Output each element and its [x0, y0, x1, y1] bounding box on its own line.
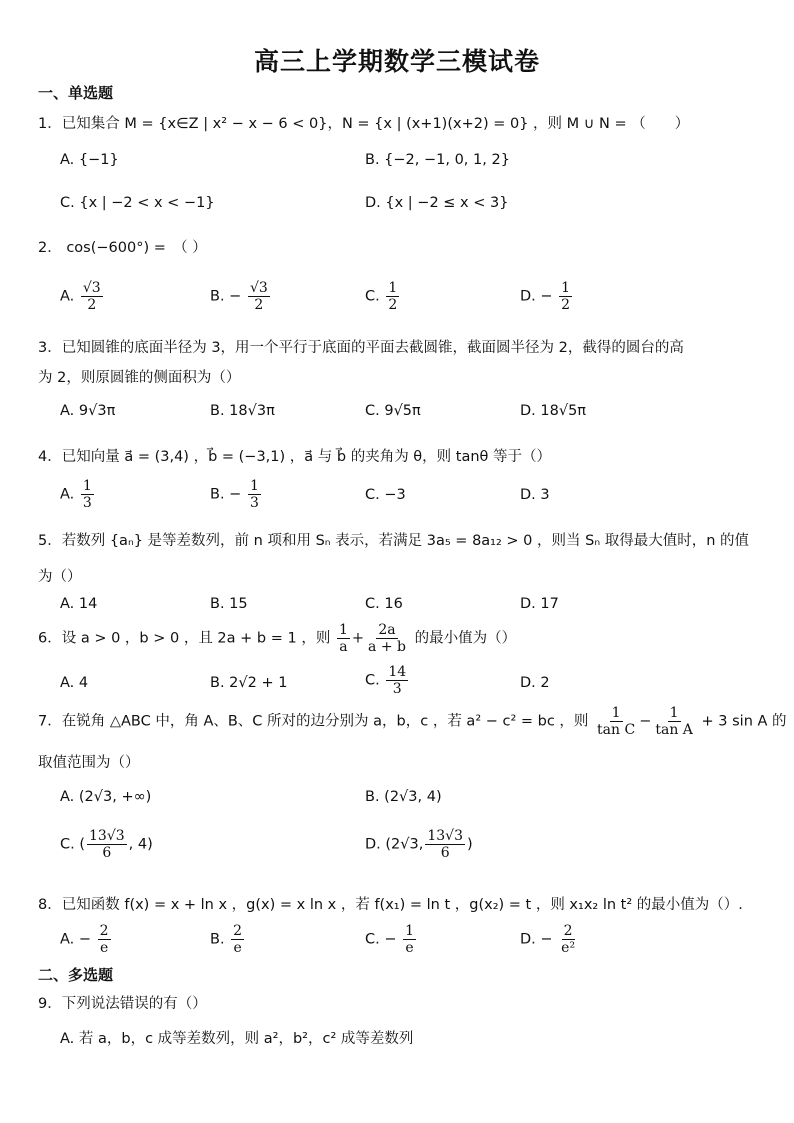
denominator: 3: [392, 681, 402, 698]
q9-option-a: A. 若 a，b，c 成等差数列，则 a²，b²，c² 成等差数列: [60, 1031, 414, 1047]
numerator: 1: [611, 705, 621, 721]
q5-option-a: A. 14: [60, 596, 98, 612]
q7-d-fraction: [425, 828, 465, 861]
section-multiple-choice: 二、多选题: [38, 966, 114, 984]
numerator: 1: [669, 705, 679, 721]
q7-fraction-2: [653, 705, 695, 738]
q2-b-label: B. −: [210, 288, 242, 305]
q1-option-a: A. {−1}: [60, 152, 119, 168]
denominator: e: [233, 940, 242, 957]
q6-option-b: B. 2√2 + 1: [210, 675, 288, 691]
q8-option-a: [60, 923, 113, 956]
denominator: e: [99, 940, 109, 957]
q2-c-fraction: [386, 280, 399, 313]
q6-text-pre: 6．设 a > 0 ，b > 0 ，且 2a + b = 1 ，则: [38, 630, 331, 647]
question-1: 1．已知集合 M = {x∈Z | x² − x − 6 < 0}，N = {x | (x+1)(x+2) = 0} ，则 M ∪ N = （ ）: [38, 116, 690, 132]
q7-c-label: C. (: [60, 836, 85, 853]
question-9: 9．下列说法错误的有（）: [38, 996, 207, 1012]
denominator: tan A: [655, 722, 693, 739]
question-3-line-2: 为 2，则原圆锥的侧面积为（）: [38, 370, 241, 386]
q2-b-fraction: [248, 280, 270, 313]
q2-d-label: D. −: [520, 288, 553, 305]
q7-text-post: + 3 sin A 的: [701, 713, 787, 730]
q8-option-b: [210, 923, 246, 956]
denominator: a + b: [368, 639, 406, 656]
question-5-line-1: 5．若数列 {aₙ} 是等差数列，前 n 项和用 Sₙ 表示，若满足 3a₅ = 8a₁₂ > 0 ，则当 Sₙ 取得最大值时，n 的值: [38, 533, 749, 549]
q7-minus: −: [639, 713, 652, 730]
numerator: 2a: [378, 622, 396, 638]
q6-plus: +: [351, 630, 365, 647]
q2-d-fraction: [559, 280, 572, 313]
q5-option-c: C. 16: [365, 596, 403, 612]
q8-c-fraction: [403, 923, 416, 956]
q4-option-a: [60, 478, 96, 511]
numerator: 2: [99, 923, 109, 939]
q1-option-d: D. {x | −2 ≤ x < 3}: [365, 195, 509, 211]
q6-fraction-2: [366, 622, 408, 655]
q2-c-label: C.: [365, 288, 380, 305]
q2-a-fraction: [81, 280, 103, 313]
q7-option-b: B. (2√3, 4): [365, 789, 442, 805]
q8-option-d: [520, 923, 579, 956]
numerator: 14: [388, 664, 407, 680]
q1-option-c: C. {x | −2 < x < −1}: [60, 195, 215, 211]
denominator: 6: [440, 845, 450, 862]
numerator: 1: [388, 280, 398, 296]
denominator: 2: [87, 297, 97, 314]
q8-d-fraction: [559, 923, 577, 956]
q7-fraction-1: [595, 705, 637, 738]
numerator: 1: [249, 478, 259, 494]
question-5-line-2: 为（）: [38, 569, 82, 585]
q7-d-label: D. (2√3,: [365, 836, 424, 853]
numerator: 13√3: [89, 828, 125, 844]
question-3-line-1: 3．已知圆锥的底面半径为 3，用一个平行于底面的平面去截圆锥，截面圆半径为 2，截得的圆台的高: [38, 340, 684, 356]
denominator: 2: [388, 297, 398, 314]
q5-option-d: D. 17: [520, 596, 559, 612]
denominator: 3: [249, 495, 259, 512]
page-title: 高三上学期数学三模试卷: [253, 47, 540, 76]
q3-option-d: D. 18√5π: [520, 403, 587, 419]
q4-b-fraction: [248, 478, 261, 511]
denominator: 6: [102, 845, 112, 862]
numerator: 1: [561, 280, 571, 296]
q2-option-a: [60, 280, 105, 313]
q8-a-label: A. −: [60, 931, 92, 948]
denominator: e²: [561, 940, 576, 957]
q7-c-fraction: [87, 828, 127, 861]
q8-a-fraction: [98, 923, 111, 956]
q4-option-c: C. −3: [365, 487, 406, 503]
q7-c-tail: , 4): [128, 836, 153, 853]
q4-a-fraction: [81, 478, 94, 511]
q6-c-label: C.: [365, 672, 380, 689]
q1-option-b: B. {−2, −1, 0, 1, 2}: [365, 152, 510, 168]
q8-b-label: B.: [210, 931, 225, 948]
q7-text-pre: 7．在锐角 △ABC 中，角 A、B、C 所对的边分别为 a，b，c ，若 a² − c² = bc ，则: [38, 713, 589, 730]
question-8: 8．已知函数 f(x) = x + ln x ，g(x) = x ln x ，若 f(x₁) = ln t ，g(x₂) = t ，则 x₁x₂ ln t² 的最小值为（）.: [38, 897, 743, 913]
q2-option-b: [210, 280, 272, 313]
q3-option-c: C. 9√5π: [365, 403, 421, 419]
q7-d-tail: ): [467, 836, 473, 853]
q8-option-c: [365, 923, 418, 956]
q6-option-d: D. 2: [520, 675, 550, 691]
numerator: √3: [249, 280, 268, 296]
q6-option-a: A. 4: [60, 675, 89, 691]
question-7-line-1: [38, 705, 787, 738]
denominator: 2: [254, 297, 264, 314]
q3-option-b: B. 18√3π: [210, 403, 275, 419]
q3-option-a: A. 9√3π: [60, 403, 116, 419]
numerator: 1: [82, 478, 92, 494]
numerator: 13√3: [427, 828, 463, 844]
numerator: 1: [338, 622, 348, 638]
q7-option-c: [60, 828, 153, 861]
q6-option-c: [365, 664, 410, 697]
q7-option-d: [365, 828, 473, 861]
q2-option-d: [520, 280, 574, 313]
q8-c-label: C. −: [365, 931, 397, 948]
numerator: 2: [563, 923, 573, 939]
denominator: tan C: [597, 722, 636, 739]
q4-option-b: [210, 478, 263, 511]
q8-b-fraction: [231, 923, 244, 956]
numerator: 2: [233, 923, 243, 939]
q6-text-post: 的最小值为（）: [414, 630, 517, 647]
q7-option-a: A. (2√3, +∞): [60, 789, 152, 805]
q5-option-b: B. 15: [210, 596, 248, 612]
denominator: e: [405, 940, 414, 957]
q6-c-fraction: [386, 664, 408, 697]
numerator: 1: [405, 923, 415, 939]
q4-option-d: D. 3: [520, 487, 550, 503]
q4-a-label: A.: [60, 486, 75, 503]
question-2: 2． cos(−600°) = （ ）: [38, 240, 207, 256]
question-4: 4．已知向量 a⃗ = (3,4) ，b⃗ = (−3,1) ，a⃗ 与 b⃗ 的夹角为 θ，则 tanθ 等于（）: [38, 449, 552, 465]
q2-a-label: A.: [60, 288, 75, 305]
q6-fraction-1: [337, 622, 350, 655]
question-6: [38, 622, 516, 655]
question-7-line-2: 取值范围为（）: [38, 755, 140, 771]
numerator: √3: [82, 280, 101, 296]
denominator: a: [339, 639, 348, 656]
q8-d-label: D. −: [520, 931, 553, 948]
denominator: 3: [82, 495, 92, 512]
section-single-choice: 一、单选题: [38, 84, 114, 102]
q2-option-c: [365, 280, 401, 313]
denominator: 2: [561, 297, 571, 314]
q4-b-label: B. −: [210, 486, 242, 503]
